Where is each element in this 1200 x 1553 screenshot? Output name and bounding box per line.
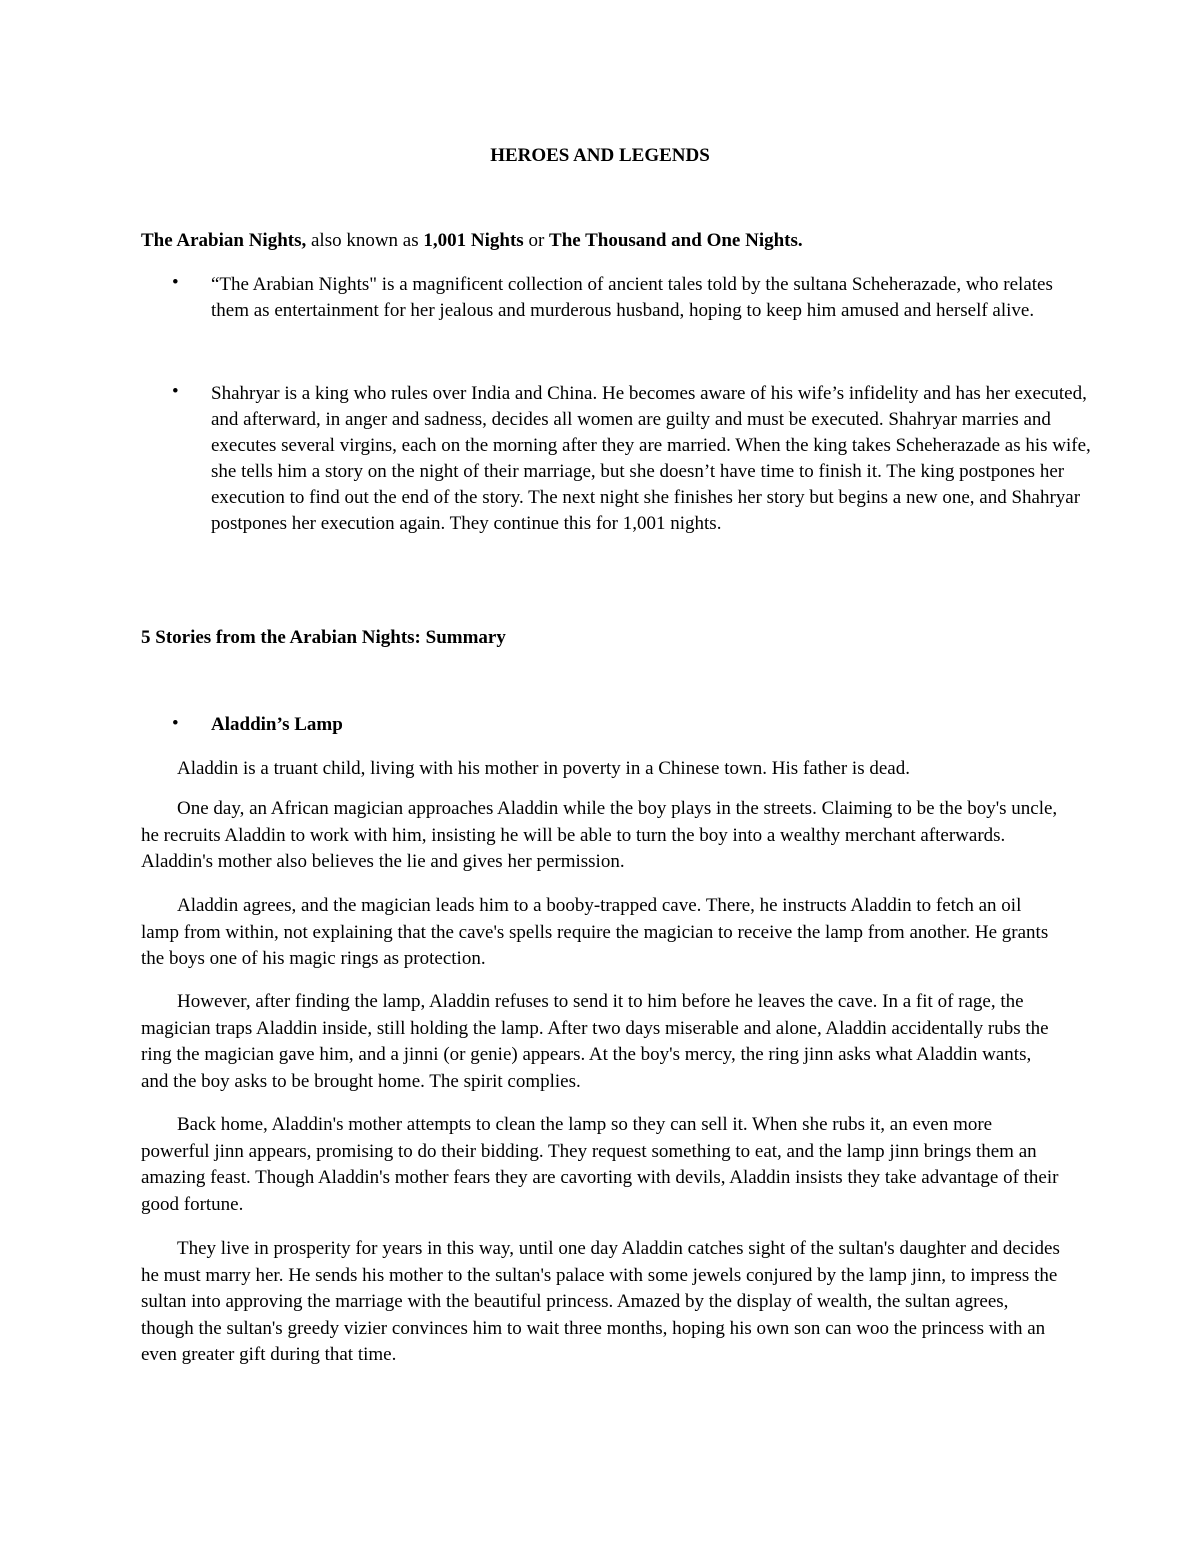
section-heading: 5 Stories from the Arabian Nights: Summary [141,627,506,648]
intro-text-or: or [523,230,550,251]
story-paragraph-1: Aladdin is a truant child, living with his mother in poverty in a Chinese town. His father is dead. [177,758,910,779]
story-paragraph-3: Aladdin agrees, and the magician leads him to a booby-trapped cave. There, he instructs Aladdin to fetch an oil lamp from within, not explaining that the cave's spells require the magician to receive the lamp from another. He grants the boys one of his magic rings as protection. [141,895,1049,969]
story-paragraph-4: However, after finding the lamp, Aladdin refuses to send it to him before he leaves the cave. In a fit of rage, the magician traps Aladdin inside, still holding the lamp. After two days miserable and alone, Aladdin accidentally rubs the ring the magician gave him, and a jinni (or genie) appears. At the boy's mercy, the ring jinn asks what Aladdin wants, and the boy asks to be brought home. The spirit complies. [141,991,1049,1092]
bullet-paragraph-2: Shahryar is a king who rules over India and China. He becomes aware of his wife’s infidelity and has her executed, and afterward, in anger and sadness, decides all women are guilty and must be executed. Shahryar marries and executes several virgins, each on the morning after they are married. When the king takes Scheherazade as his wife, she tells him a story on the night of their marriage, but she doesn’t have time to finish it. The king postpones her execution to find out the end of the story. The next night she finishes her story but begins a new one, and Shahryar postpones her execution again. They continue this for 1,001 nights. [211,383,1091,534]
document-title: HEROES AND LEGENDS [490,145,710,166]
bullet-paragraph-1: “The Arabian Nights" is a magnificent collection of ancient tales told by the sultana Scheherazade, who relates them as entertainment for her jealous and murderous husband, hoping to keep him amused and herself alive. [211,274,1053,321]
story-paragraph-2: One day, an African magician approaches Aladdin while the boy plays in the streets. Claiming to be the boy's uncle, he recruits Aladdin to work with him, insisting he will be able to turn the boy into a wealthy merchant afterwards. Aladdin's mother also believes the lie and gives her permission. [141,798,1058,872]
story-title: Aladdin’s Lamp [211,714,343,735]
intro-bold-title: The Arabian Nights, [141,230,307,251]
intro-bold-thousand: The Thousand and One Nights. [549,230,803,251]
intro-bold-1001: 1,001 Nights [423,230,524,251]
bullet-icon: • [172,381,179,402]
bullet-icon: • [172,272,179,293]
bullet-icon: • [172,713,179,734]
intro-text-aka: also known as [306,230,424,251]
intro-line [141,229,1081,253]
story-paragraph-5: Back home, Aladdin's mother attempts to clean the lamp so they can sell it. When she rubs it, an even more powerful jinn appears, promising to do their bidding. They request something to eat, and the lamp jinn brings them an amazing feast. Though Aladdin's mother fears they are cavorting with devils, Aladdin insists they take advantage of their good fortune. [141,1114,1059,1215]
story-paragraph-6: They live in prosperity for years in this way, until one day Aladdin catches sight of the sultan's daughter and decides he must marry her. He sends his mother to the sultan's palace with some jewels conjured by the lamp jinn, to impress the sultan into approving the marriage with the beautiful princess. Amazed by the display of wealth, the sultan agrees, though the sultan's greedy vizier convinces him to wait three months, hoping his own son can woo the princess with an even greater gift during that time. [141,1238,1060,1365]
